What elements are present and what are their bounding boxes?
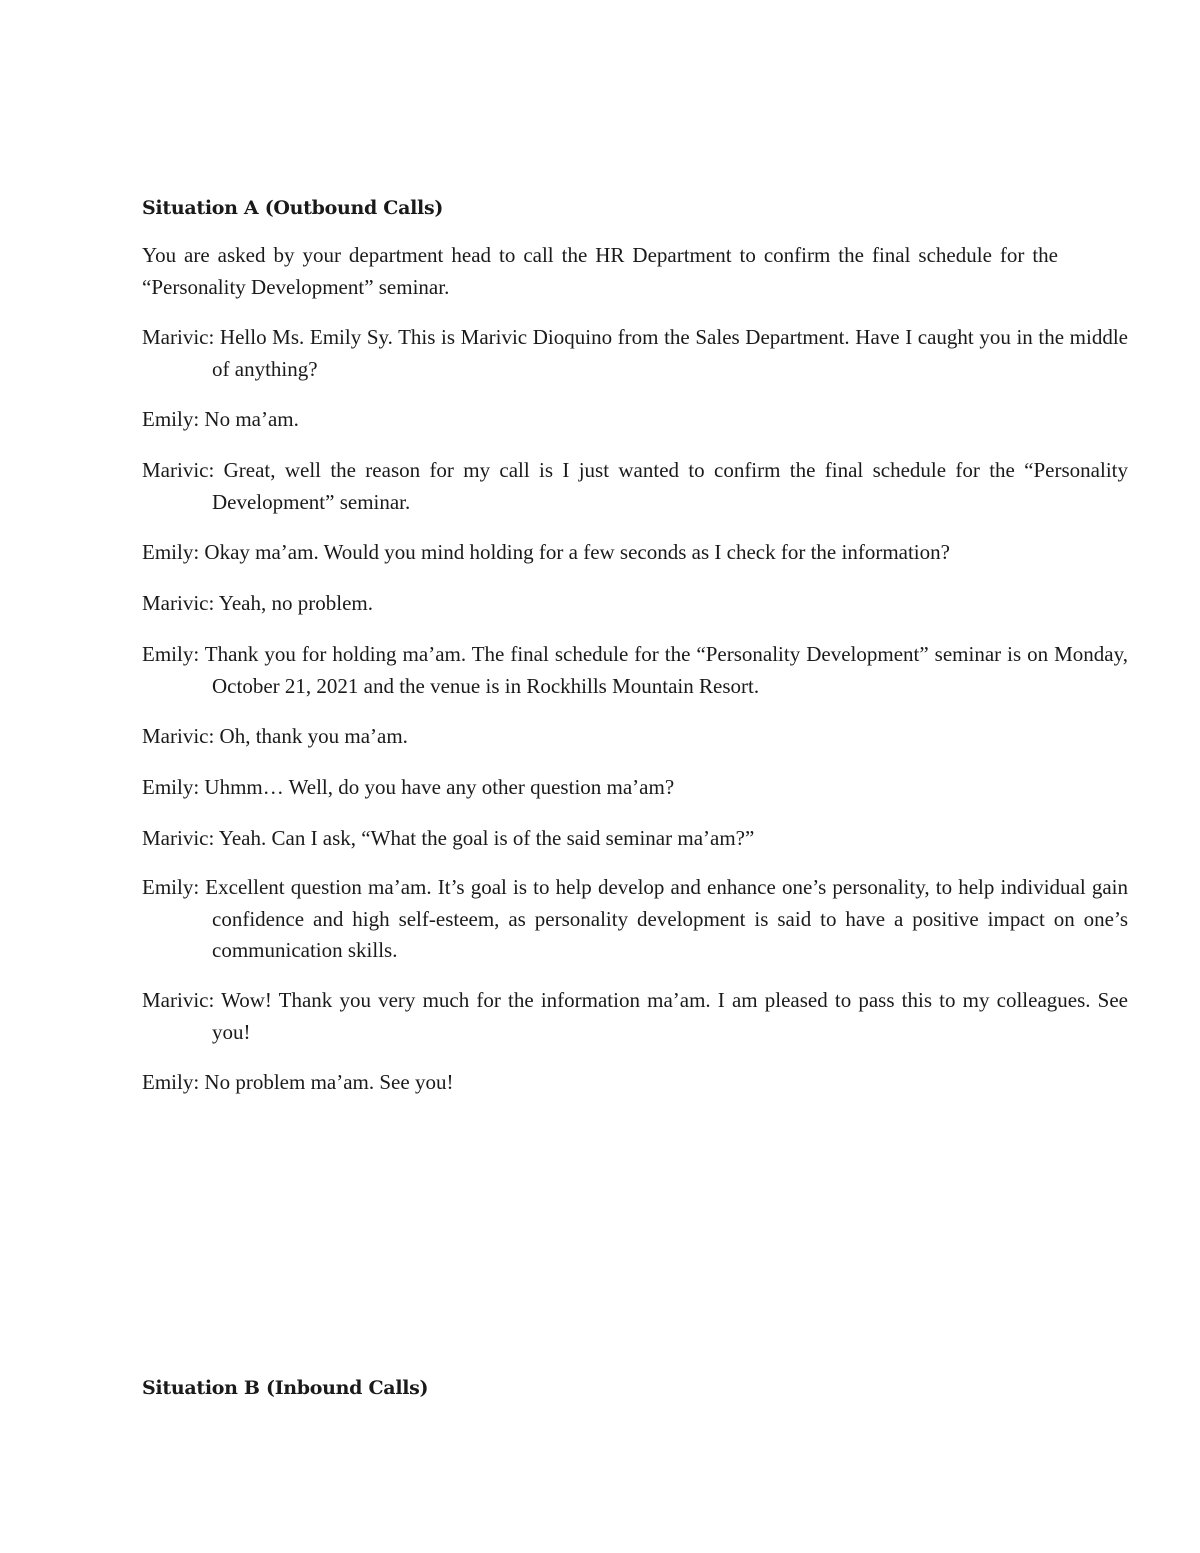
dialogue-line: Emily: No ma’am. — [142, 407, 299, 431]
dialogue-line: Emily: Thank you for holding ma’am. The final schedule for the “Personality Development” seminar is on Monday, October 21, 2021 and the venue is in Rockhills Mountain Resort. — [142, 642, 1128, 698]
situation-b-heading: Situation B (Inbound Calls) — [142, 1377, 429, 1399]
dialogue-line: Marivic: Great, well the reason for my call is I just wanted to confirm the final schedule for the “Personality Development” seminar. — [142, 458, 1128, 514]
dialogue-line: Marivic: Yeah, no problem. — [142, 591, 373, 615]
dialogue-line: Emily: Uhmm… Well, do you have any other question ma’am? — [142, 775, 675, 799]
dialogue-line: Emily: Excellent question ma’am. It’s goal is to help develop and enhance one’s personality, to help individual gain confidence and high self-esteem, as personality development is said to have a positive impact on one’s communication skills. — [142, 875, 1128, 962]
dialogue-line: Marivic: Oh, thank you ma’am. — [142, 724, 408, 748]
situation-a-intro: You are asked by your department head to call the HR Department to confirm the final schedule for the “Personality Development” seminar. — [142, 243, 1058, 299]
dialogue-line: Marivic: Wow! Thank you very much for the information ma’am. I am pleased to pass this to my colleagues. See you! — [142, 988, 1128, 1044]
dialogue-line: Marivic: Yeah. Can I ask, “What the goal is of the said seminar ma’am?” — [142, 826, 755, 850]
dialogue-line: Emily: Okay ma’am. Would you mind holding for a few seconds as I check for the information? — [142, 540, 950, 564]
dialogue-line: Marivic: Hello Ms. Emily Sy. This is Marivic Dioquino from the Sales Department. Have I caught you in the middle of anything? — [142, 325, 1128, 381]
situation-a-heading: Situation A (Outbound Calls) — [142, 197, 444, 219]
dialogue-line: Emily: No problem ma’am. See you! — [142, 1070, 454, 1094]
